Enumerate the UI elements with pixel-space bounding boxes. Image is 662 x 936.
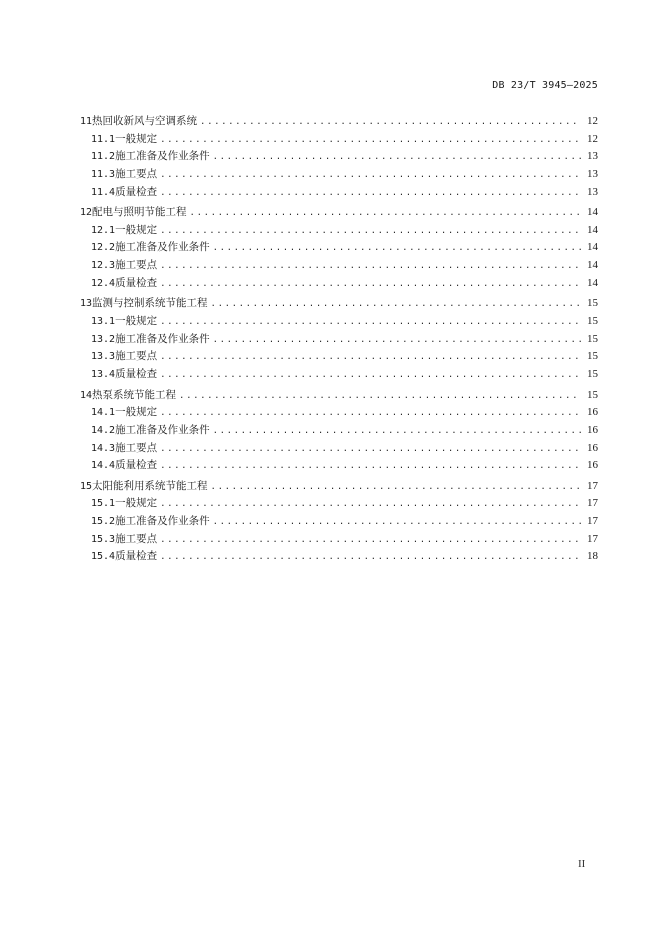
toc-chapter-group [80,295,598,383]
toc-section-entry[interactable] [80,495,598,513]
toc-dot-leader [160,496,581,514]
toc-entry-page: 14 [587,259,598,272]
toc-section-entry[interactable] [80,548,598,566]
toc-dot-leader [190,205,581,223]
toc-entry-page: 12 [587,132,598,145]
toc-entry-page: 13 [587,167,598,180]
toc-entry-page: 15 [587,388,598,401]
toc-entry-title: 施工准备及作业条件 [115,423,210,436]
toc-entry-title: 监测与控制系统节能工程 [92,297,208,310]
toc-dot-leader [160,458,581,476]
toc-entry-number: 15.2 [91,516,116,528]
toc-entry-title: 质量检查 [115,550,158,563]
toc-chapter-group [80,387,598,475]
toc-entry-page: 15 [587,350,598,363]
toc-entry-number: 14.4 [91,460,116,472]
toc-entry-title: 一般规定 [115,132,158,145]
toc-entry-number: 13.2 [91,333,116,345]
toc-entry-title: 热回收新风与空调系统 [92,115,198,127]
toc-entry-page: 17 [587,532,598,545]
toc-entry-number: 13 [80,298,93,310]
toc-section-entry[interactable] [80,404,598,422]
toc-entry-title: 质量检查 [115,185,158,198]
toc-dot-leader [213,423,581,441]
toc-entry-number: 12.2 [91,242,116,254]
toc-entry-page: 13 [587,150,598,163]
toc-entry-number: 11.2 [91,151,116,163]
toc-entry-page: 15 [587,297,598,310]
toc-entry-title: 施工准备及作业条件 [115,150,210,163]
toc-entry-title: 施工要点 [115,259,158,272]
toc-entry-title: 太阳能利用系统节能工程 [92,479,208,492]
toc-entry-title: 施工要点 [115,350,158,363]
toc-entry-number: 14.1 [91,407,116,419]
toc-entry-title: 施工准备及作业条件 [115,332,210,345]
toc-entry-page: 15 [587,367,598,380]
toc-entry-number: 14 [80,389,93,401]
toc-section-entry[interactable] [80,184,598,202]
toc-entry-title: 施工准备及作业条件 [115,241,210,254]
toc-section-entry[interactable] [80,131,598,149]
toc-section-entry[interactable] [80,148,598,166]
toc-dot-leader [160,532,581,550]
toc-entry-title: 质量检查 [115,367,158,380]
toc-entry-page: 14 [587,241,598,254]
toc-chapter-entry[interactable] [80,204,598,222]
toc-section-entry[interactable] [80,457,598,475]
toc-entry-number: 15.1 [91,498,116,510]
toc-entry-title: 一般规定 [115,315,158,328]
toc-chapter-entry[interactable] [80,478,598,496]
toc-section-entry[interactable] [80,222,598,240]
page-number: II [578,858,586,870]
toc-section-entry[interactable] [80,313,598,331]
toc-entry-number: 11 [80,116,93,127]
toc-entry-number: 13.3 [91,351,116,363]
toc-section-entry[interactable] [80,366,598,384]
toc-dot-leader [160,367,581,385]
toc-entry-title: 一般规定 [115,497,158,510]
toc-dot-leader [160,276,581,294]
toc-dot-leader [160,349,581,367]
toc-entry-page: 15 [587,315,598,328]
toc-entry-title: 施工准备及作业条件 [115,515,210,528]
toc-entry-title: 质量检查 [115,459,158,472]
table-of-contents [80,113,598,569]
toc-dot-leader [160,167,581,185]
toc-entry-number: 12.1 [91,224,116,236]
toc-entry-page: 12 [587,115,598,127]
toc-entry-page: 18 [587,550,598,563]
toc-entry-number: 14.3 [91,442,116,454]
toc-dot-leader [160,441,581,459]
toc-section-entry[interactable] [80,422,598,440]
toc-dot-leader [213,240,581,258]
toc-entry-title: 施工要点 [115,532,158,545]
toc-dot-leader [160,258,581,276]
toc-entry-page: 17 [587,497,598,510]
toc-dot-leader [211,479,581,497]
toc-entry-title: 施工要点 [115,167,158,180]
toc-entry-number: 11.3 [91,168,116,180]
toc-entry-number: 11.4 [91,186,116,198]
toc-dot-leader [160,223,581,241]
toc-entry-page: 16 [587,423,598,436]
toc-entry-page: 17 [587,479,598,492]
toc-section-entry[interactable] [80,257,598,275]
toc-entry-title: 质量检查 [115,276,158,289]
toc-section-entry[interactable] [80,513,598,531]
toc-entry-page: 16 [587,441,598,454]
toc-dot-leader [179,388,581,406]
toc-entry-page: 14 [587,206,598,219]
toc-chapter-group [80,204,598,292]
toc-dot-leader [160,549,581,567]
toc-entry-page: 14 [587,223,598,236]
toc-entry-number: 11.1 [91,133,116,145]
toc-entry-page: 13 [587,185,598,198]
toc-dot-leader [200,114,581,132]
toc-entry-number: 15.4 [91,551,116,563]
toc-entry-title: 施工要点 [115,441,158,454]
toc-entry-number: 15 [80,480,93,492]
toc-entry-number: 12 [80,207,93,219]
toc-dot-leader [213,332,581,350]
toc-entry-number: 15.3 [91,533,116,545]
toc-section-entry[interactable] [80,166,598,184]
toc-chapter-group [80,478,598,566]
toc-entry-number: 12.4 [91,277,116,289]
toc-entry-number: 13.4 [91,368,116,380]
toc-dot-leader [211,296,581,314]
toc-entry-number: 13.1 [91,316,116,328]
toc-section-entry[interactable] [80,275,598,293]
toc-entry-title: 一般规定 [115,223,158,236]
toc-entry-title: 一般规定 [115,406,158,419]
toc-section-entry[interactable] [80,331,598,349]
toc-entry-page: 17 [587,515,598,528]
toc-chapter-entry[interactable] [80,295,598,313]
toc-entry-number: 14.2 [91,424,116,436]
toc-dot-leader [160,132,581,150]
toc-chapter-group [80,113,598,201]
document-code: DB 23/T 3945—2025 [492,80,598,91]
toc-section-entry[interactable] [80,348,598,366]
toc-dot-leader [160,405,581,423]
toc-entry-number: 12.3 [91,260,116,272]
toc-entry-page: 16 [587,406,598,419]
toc-section-entry[interactable] [80,440,598,458]
toc-dot-leader [213,149,581,167]
toc-dot-leader [160,314,581,332]
toc-chapter-entry[interactable] [80,113,598,131]
toc-chapter-entry[interactable] [80,387,598,405]
toc-dot-leader [213,514,581,532]
toc-section-entry[interactable] [80,239,598,257]
toc-entry-page: 16 [587,459,598,472]
toc-dot-leader [160,185,581,203]
toc-entry-title: 热泵系统节能工程 [92,388,177,401]
toc-entry-page: 14 [587,276,598,289]
toc-entry-title: 配电与照明节能工程 [92,206,187,219]
toc-section-entry[interactable] [80,531,598,549]
toc-entry-page: 15 [587,332,598,345]
